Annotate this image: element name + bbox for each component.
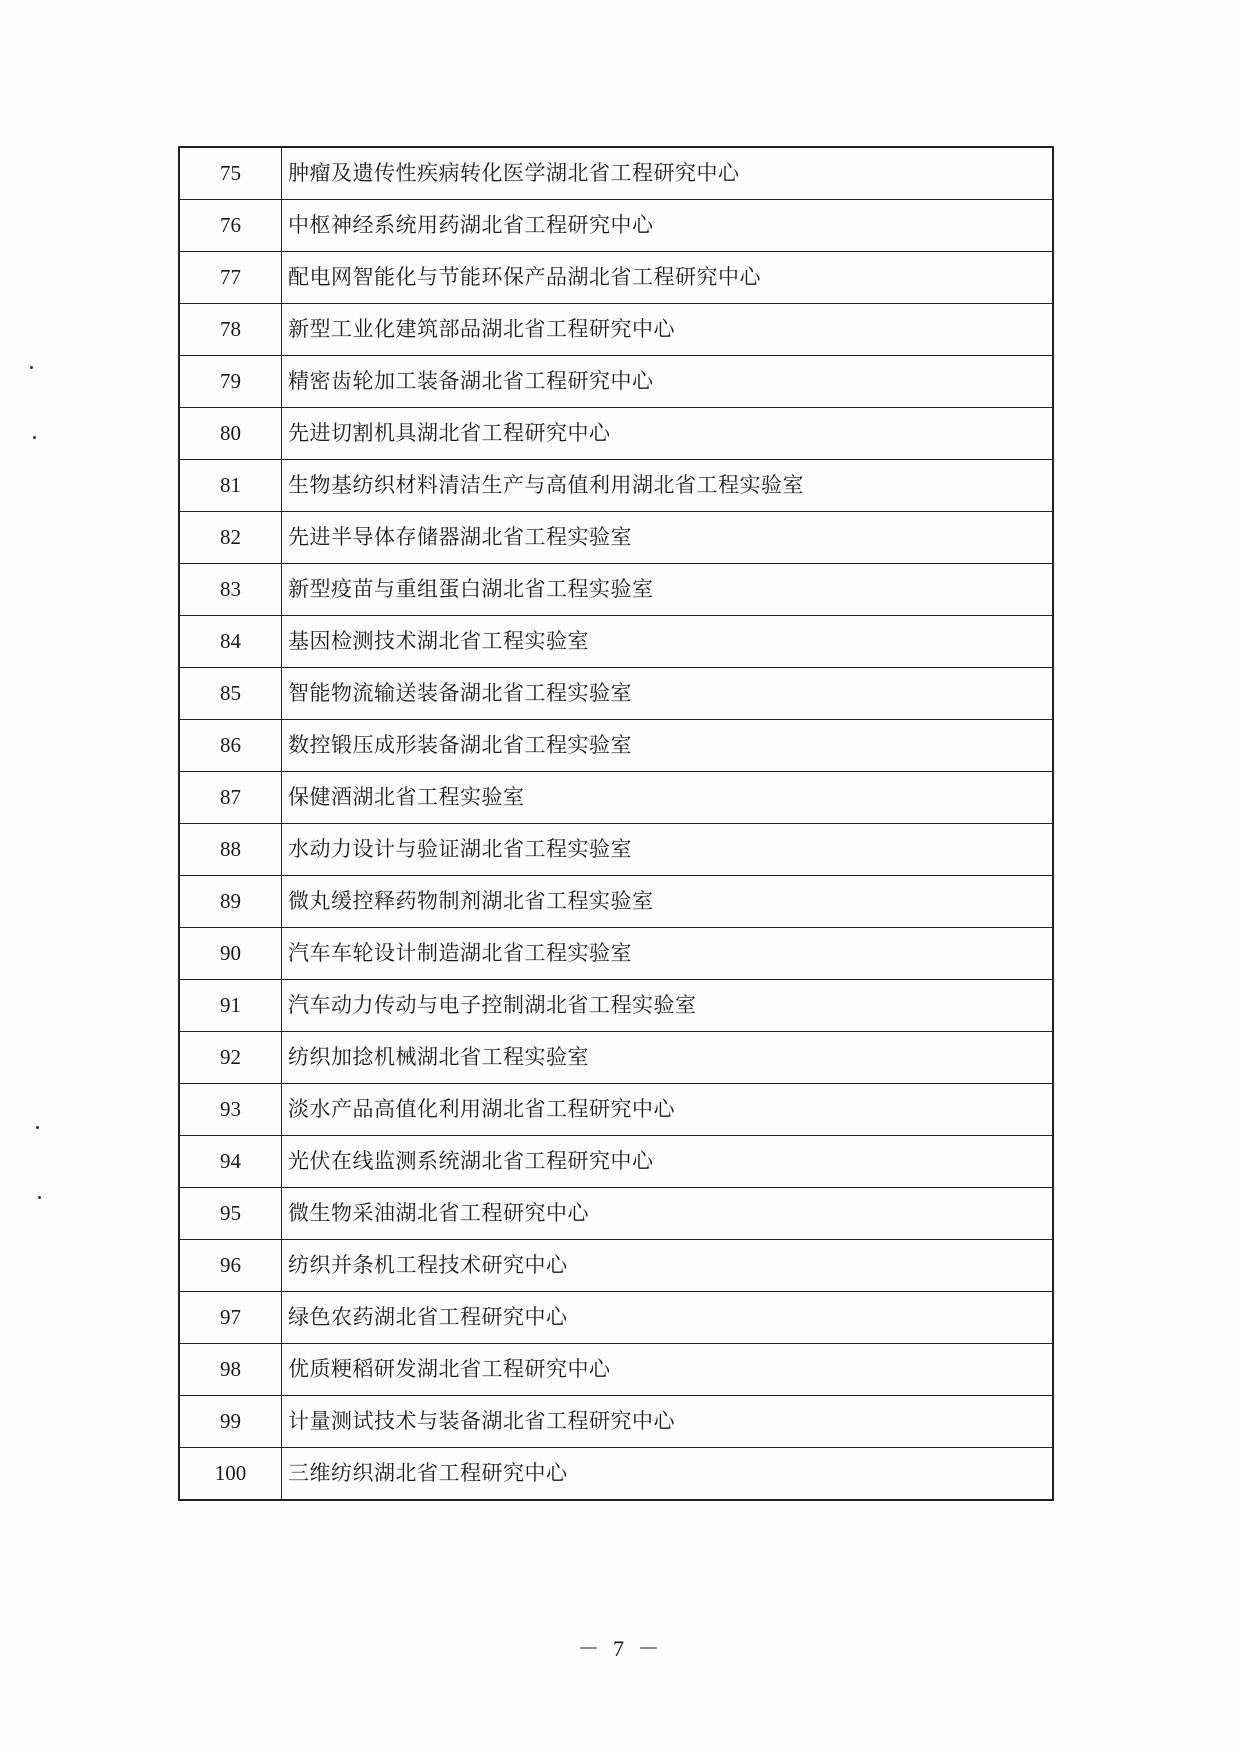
center-name: 微丸缓控释药物制剂湖北省工程实验室 [282,876,1054,928]
table-row [179,1448,1053,1501]
table-row [179,616,1053,668]
table-row [179,772,1053,824]
table-row [179,1344,1053,1396]
row-number: 95 [179,1188,282,1240]
row-number: 86 [179,720,282,772]
table-row [179,980,1053,1032]
row-number: 77 [179,252,282,304]
row-number: 97 [179,1292,282,1344]
center-name: 精密齿轮加工装备湖北省工程研究中心 [282,356,1054,408]
center-name: 汽车车轮设计制造湖北省工程实验室 [282,928,1054,980]
table-row [179,460,1053,512]
row-number: 89 [179,876,282,928]
row-number: 80 [179,408,282,460]
table-row [179,1188,1053,1240]
row-number: 84 [179,616,282,668]
row-number: 88 [179,824,282,876]
table-row [179,1292,1053,1344]
center-name: 水动力设计与验证湖北省工程实验室 [282,824,1054,876]
table-row [179,928,1053,980]
table-row [179,668,1053,720]
center-name: 纺织加捻机械湖北省工程实验室 [282,1032,1054,1084]
table-row [179,408,1053,460]
center-name: 纺织并条机工程技术研究中心 [282,1240,1054,1292]
row-number: 98 [179,1344,282,1396]
center-name: 光伏在线监测系统湖北省工程研究中心 [282,1136,1054,1188]
row-number: 75 [179,147,282,200]
table-row [179,824,1053,876]
center-name: 微生物采油湖北省工程研究中心 [282,1188,1054,1240]
scan-speck [36,1126,39,1129]
table-row [179,564,1053,616]
row-number: 90 [179,928,282,980]
table-row [179,1032,1053,1084]
scan-speck [30,366,33,369]
center-name: 汽车动力传动与电子控制湖北省工程实验室 [282,980,1054,1032]
row-number: 93 [179,1084,282,1136]
engineering-center-table [178,146,1054,1501]
row-number: 96 [179,1240,282,1292]
center-name: 保健酒湖北省工程实验室 [282,772,1054,824]
row-number: 76 [179,200,282,252]
row-number: 78 [179,304,282,356]
row-number: 81 [179,460,282,512]
table-row [179,1136,1053,1188]
row-number: 82 [179,512,282,564]
center-name: 数控锻压成形装备湖北省工程实验室 [282,720,1054,772]
table-row [179,200,1053,252]
table-row [179,720,1053,772]
center-name: 先进切割机具湖北省工程研究中心 [282,408,1054,460]
center-name: 新型疫苗与重组蛋白湖北省工程实验室 [282,564,1054,616]
scan-speck [38,1196,41,1199]
center-name: 优质粳稻研发湖北省工程研究中心 [282,1344,1054,1396]
table-row [179,1084,1053,1136]
center-name: 配电网智能化与节能环保产品湖北省工程研究中心 [282,252,1054,304]
table-row [179,304,1053,356]
center-name: 三维纺织湖北省工程研究中心 [282,1448,1054,1501]
row-number: 92 [179,1032,282,1084]
row-number: 87 [179,772,282,824]
table-row [179,1396,1053,1448]
table-body [179,147,1053,1500]
table-row [179,876,1053,928]
scan-speck [33,436,36,439]
center-name: 生物基纺织材料清洁生产与高值利用湖北省工程实验室 [282,460,1054,512]
page-number: － 7 － [577,1636,664,1661]
row-number: 79 [179,356,282,408]
row-number: 85 [179,668,282,720]
table-row [179,147,1053,200]
center-name: 先进半导体存储器湖北省工程实验室 [282,512,1054,564]
row-number: 99 [179,1396,282,1448]
table-row [179,356,1053,408]
center-name: 计量测试技术与装备湖北省工程研究中心 [282,1396,1054,1448]
center-name: 淡水产品高值化利用湖北省工程研究中心 [282,1084,1054,1136]
center-name: 绿色农药湖北省工程研究中心 [282,1292,1054,1344]
center-name: 肿瘤及遗传性疾病转化医学湖北省工程研究中心 [282,147,1054,200]
row-number: 91 [179,980,282,1032]
row-number: 83 [179,564,282,616]
row-number: 94 [179,1136,282,1188]
row-number: 100 [179,1448,282,1501]
table-row [179,1240,1053,1292]
center-name: 智能物流输送装备湖北省工程实验室 [282,668,1054,720]
table-row [179,252,1053,304]
center-name: 新型工业化建筑部品湖北省工程研究中心 [282,304,1054,356]
table-row [179,512,1053,564]
center-name: 中枢神经系统用药湖北省工程研究中心 [282,200,1054,252]
center-name: 基因检测技术湖北省工程实验室 [282,616,1054,668]
